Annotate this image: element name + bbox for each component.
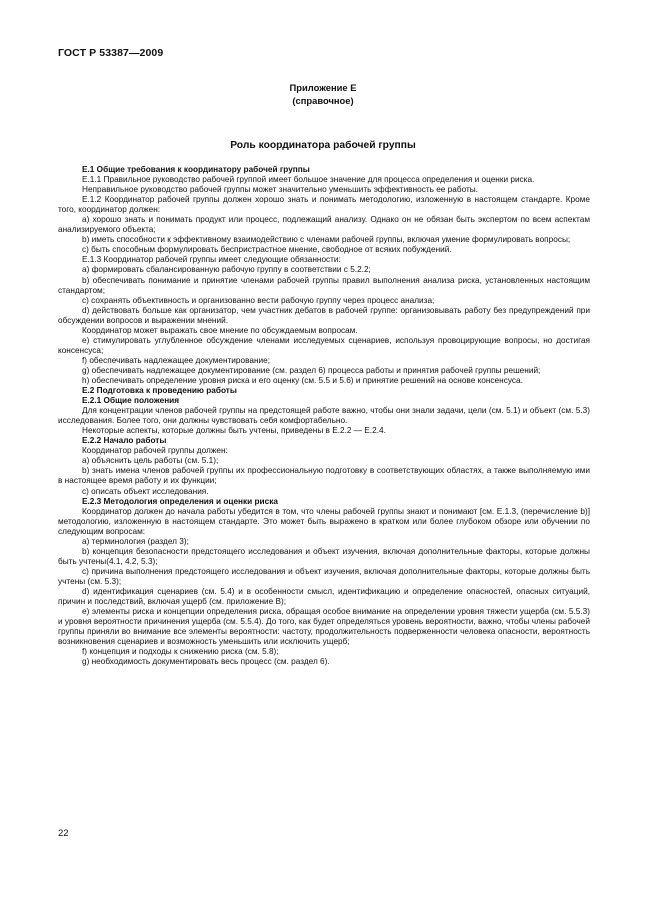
appendix-heading (0, 82, 646, 107)
paragraph: а) терминология (раздел 3); (82, 536, 189, 546)
appendix-note: (справочное) (292, 94, 354, 106)
paragraph: с) причина выполнения предстоящего исследования и объект изучения, включая дополнительные факторы, которые должны быть учтены (см. 5.3); (58, 566, 590, 586)
paragraph: g) необходимость документировать весь процесс (см. раздел 6). (82, 657, 330, 667)
paragraph: с) быть способным формулировать беспристрастное мнение, свободное от всяких побуждений. (82, 245, 452, 255)
paragraph: а) объяснить цель работы (см. 5.1); (82, 456, 219, 466)
paragraph: Для концентрации членов рабочей группы на предстоящей работе важно, чтобы они знали задачи, цели (см. 5.1) и объект (см. 5.3) исследования. Более того, они должны чувствовать себя комфортабельно. (58, 406, 590, 426)
paragraph: b) концепция безопасности предстоящего исследования и объект изучения, включая дополнительные факторы, которые должны быть учтены(4.1, 4.2, 5.3); (58, 546, 590, 566)
paragraph: h) обеспечивать определение уровня риска и его оценку (см. 5.5 и 5.6) и принятие решений на основе консенсуса. (82, 375, 523, 385)
standard-code: ГОСТ Р 53387—2009 (58, 47, 164, 59)
paragraph: с) сохранять объективность и организованно вести рабочую группу через процесс анализа; (82, 295, 435, 305)
page-title: Роль координатора рабочей группы (230, 140, 416, 151)
paragraph: а) формировать сбалансированную рабочую группу в соответствии с 5.2.2; (82, 265, 371, 275)
paragraph: Е.1.2 Координатор рабочей группы должен хорошо знать и понимать методологию, изложенную в настоящем стандарте. Кроме того, координатор должен: (58, 195, 590, 215)
section-heading: Е.2.3 Методология определения и оценки риска (82, 496, 278, 506)
paragraph: b) знать имена членов рабочей группы их профессиональную подготовку в соответствующих областях, а также выполняемую ими в настоящее время работу и их функции; (58, 466, 590, 486)
paragraph: d) идентификация сценариев (см. 5.4) и в особенности смысл, идентификацию и определение опасностей, опасных ситуаций, причин и последствий, включая ущерб (см. приложение В); (58, 586, 590, 607)
section-heading: Е.2.2 Начало работы (82, 436, 167, 446)
section-heading: Е.2.1 Общие положения (82, 396, 180, 406)
paragraph: g) обеспечивать надлежащее документирование (см. раздел 6) процесса работы и принятия рабочей группы решений; (82, 365, 541, 375)
paragraph: а) хорошо знать и понимать продукт или процесс, подлежащий анализу. Однако он не обязан быть экспертом по всем аспектам анализируемого объекта; (58, 215, 590, 235)
paragraph: Координатор рабочей группы должен: (82, 446, 228, 456)
paragraph: с) описать объект исследования. (82, 486, 209, 496)
page-number: 22 (58, 828, 69, 839)
paragraph: Е.1.3 Координатор рабочей группы имеет следующие обязанности: (82, 255, 341, 265)
paragraph: Координатор может выражать свое мнение по обсуждаемым вопросам. (82, 325, 358, 335)
paragraph: f) концепция и подходы к снижению риска (см. 5.8); (82, 647, 279, 657)
appendix-label: Приложение Е (289, 82, 357, 93)
section-heading: Е.1 Общие требования к координатору рабочей группы (82, 165, 310, 174)
paragraph: d) действовать больше как организатор, чем участник дебатов в рабочей группе: организовывать работу без предупреждений при обсуждении вопросов и выражении мнений. (58, 305, 590, 325)
paragraph: f) обеспечивать надлежащее документирование; (82, 355, 270, 365)
paragraph: Е.1.1 Правильное руководство рабочей группой имеет большое значение для процесса определения и оценки риска. (82, 175, 535, 185)
paragraph: Некоторые аспекты, которые должны быть учтены, приведены в Е.2.2 — Е.2.4. (82, 426, 386, 436)
paragraph: Неправильное руководство рабочей группы может значительно уменьшить эффективность ее работы. (82, 185, 478, 195)
paragraph: b) иметь способности к эффективному взаимодействию с членами рабочей группы, включая умение формулировать вопросы; (82, 235, 571, 245)
section-heading: Е.2 Подготовка к проведению работы (82, 386, 237, 396)
paragraph: Координатор должен до начала работы убедится в том, что члены рабочей группы знают и понимают [см. Е.1.3, (перечисление b)] методологию, изложенную в настоящем стандарте. Это может быть выражено в кратком или более глубоком обзоре или обучении по следующим вопросам: (58, 506, 590, 536)
paragraph: е) стимулировать углубленное обсуждение членами исследуемых сценариев, используя провоцирующие вопросы, но достигая консенсуса; (58, 335, 590, 355)
body-text (58, 165, 590, 667)
paragraph: b) обеспечивать понимание и принятие членами рабочей группы правил выполнения анализа риска, установленных настоящим стандартом; (58, 275, 590, 295)
paragraph: е) элементы риска и концепции определения риска, обращая особое внимание на определении уровня тяжести ущерба (см. 5.5.3) и уровня вероятности причинения ущерба (см. 5.5.4). До того, как будет определяться уровень вероятности, важно, чтобы члены рабочей группы приняли во внимание все элементы вероятности: частоту, продолжительность подверженности человека опасности, вероятность возникновения сценариев и возможность уменьшить или исключить ущерб; (58, 607, 590, 647)
